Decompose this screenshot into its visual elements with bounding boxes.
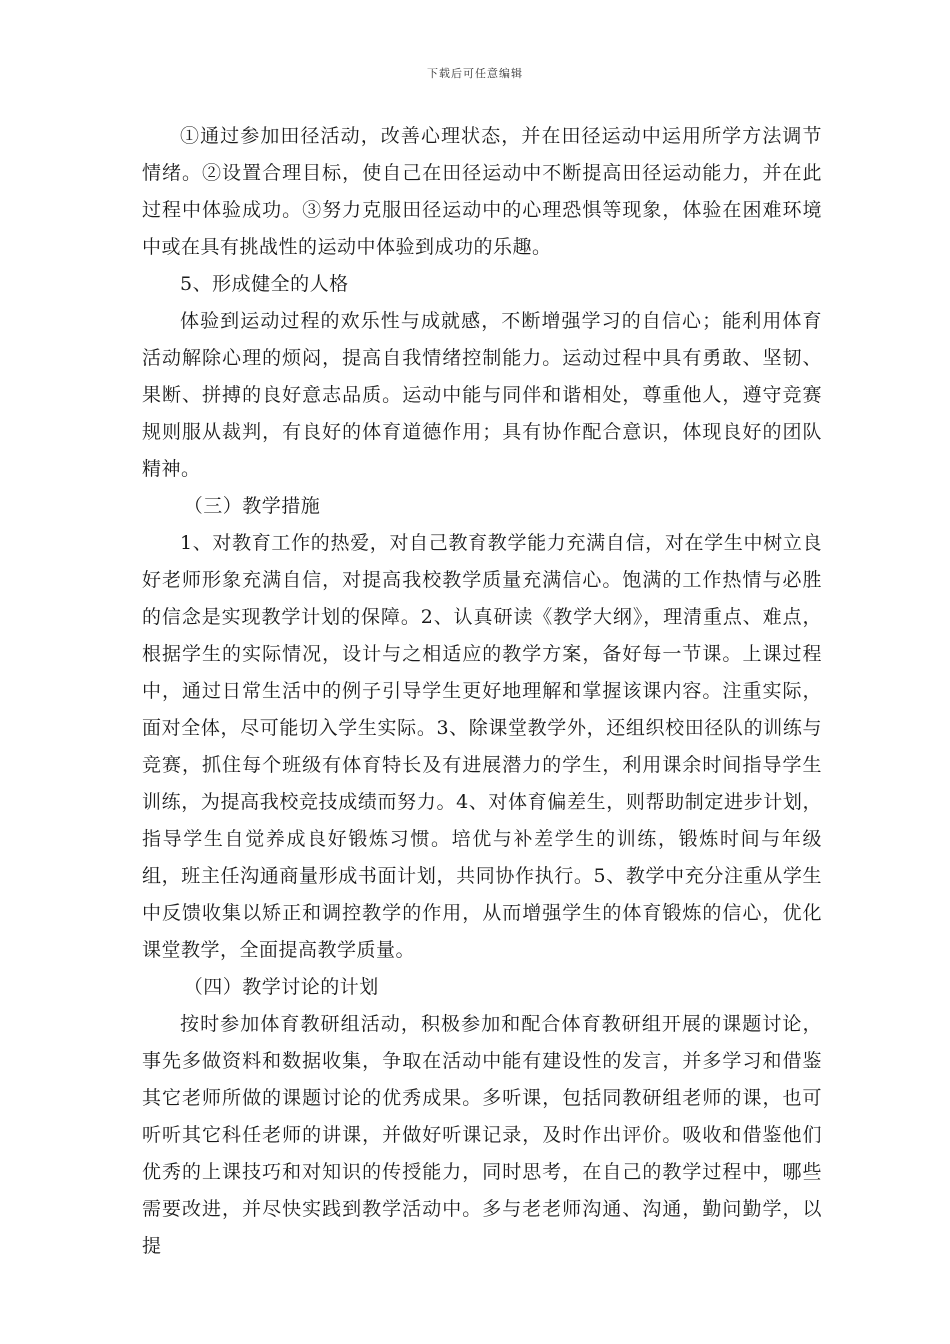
paragraph-teaching-measures: 1、对教育工作的热爱，对自己教育教学能力充满自信，对在学生中树立良好老师形象充满自信，对提高我校教学质量充满信心。饱满的工作热情与必胜的信念是实现教学计划的保障。2、认真研读《教学大纲》，理清重点、难点，根据学生的实际情况，设计与之相适应的教学方案，备好每一节课。上课过程中，通过日常生活中的例子引导学生更好地理解和掌握该课内容。注重实际，面对全体，尽可能切入学生实际。3、除课堂教学外，还组织校田径队的训练与竞赛，抓住每个班级有体育特长及有进展潜力的学生，利用课余时间指导学生训练，为提高我校竞技成绩而努力。4、对体育偏差生，则帮助制定进步计划，指导学生自觉养成良好锻炼习惯。培优与补差学生的训练，锻炼时间与年级组，班主任沟通商量形成书面计划，共同协作执行。5、教学中充分注重从学生中反馈收集以矫正和调控教学的作用，从而增强学生的体育锻炼的信心，优化课堂教学，全面提高教学质量。 [142,532,822,961]
paragraph-research-plan: 按时参加体育教研组活动，积极参加和配合体育教研组开展的课题讨论，事先多做资料和数据收集，争取在活动中能有建设性的发言，并多学习和借鉴其它老师所做的课题讨论的优秀成果。多听课，包括同教研组老师的课，也可听听其它科任老师的讲课，并做好听课记录，及时作出评价。吸收和借鉴他们优秀的上课技巧和对知识的传授能力，同时思考，在自己的教学过程中，哪些需要改进，并尽快实践到教学活动中。多与老老师沟通、沟通，勤问勤学，以提 [142,1013,822,1257]
section-heading-research-plan: （四）教学讨论的计划 [183,976,379,998]
paragraph-psychological-goals: ①通过参加田径活动，改善心理状态，并在田径运动中运用所学方法调节情绪。②设置合理目标，使自己在田径运动中不断提高田径运动能力，并在此过程中体验成功。③努力克服田径运动中的心理恐惧等现象，体验在困难环境中或在具有挑战性的运动中体验到成功的乐趣。 [142,125,822,258]
paragraph-personality: 体验到运动过程的欢乐性与成就感，不断增强学习的自信心；能利用体育活动解除心理的烦闷，提高自我情绪控制能力。运动过程中具有勇敢、坚韧、果断、拼搏的良好意志品质。运动中能与同伴和谐相处，尊重他人，遵守竞赛规则服从裁判，有良好的体育道德作用；具有协作配合意识，体现良好的团队精神。 [142,310,822,480]
document-body [142,118,822,1265]
section-heading-teaching-measures: （三）教学措施 [183,495,321,517]
section-heading-personality: 5、形成健全的人格 [180,273,349,295]
page-header-watermark: 下载后可任意编辑 [427,67,523,80]
